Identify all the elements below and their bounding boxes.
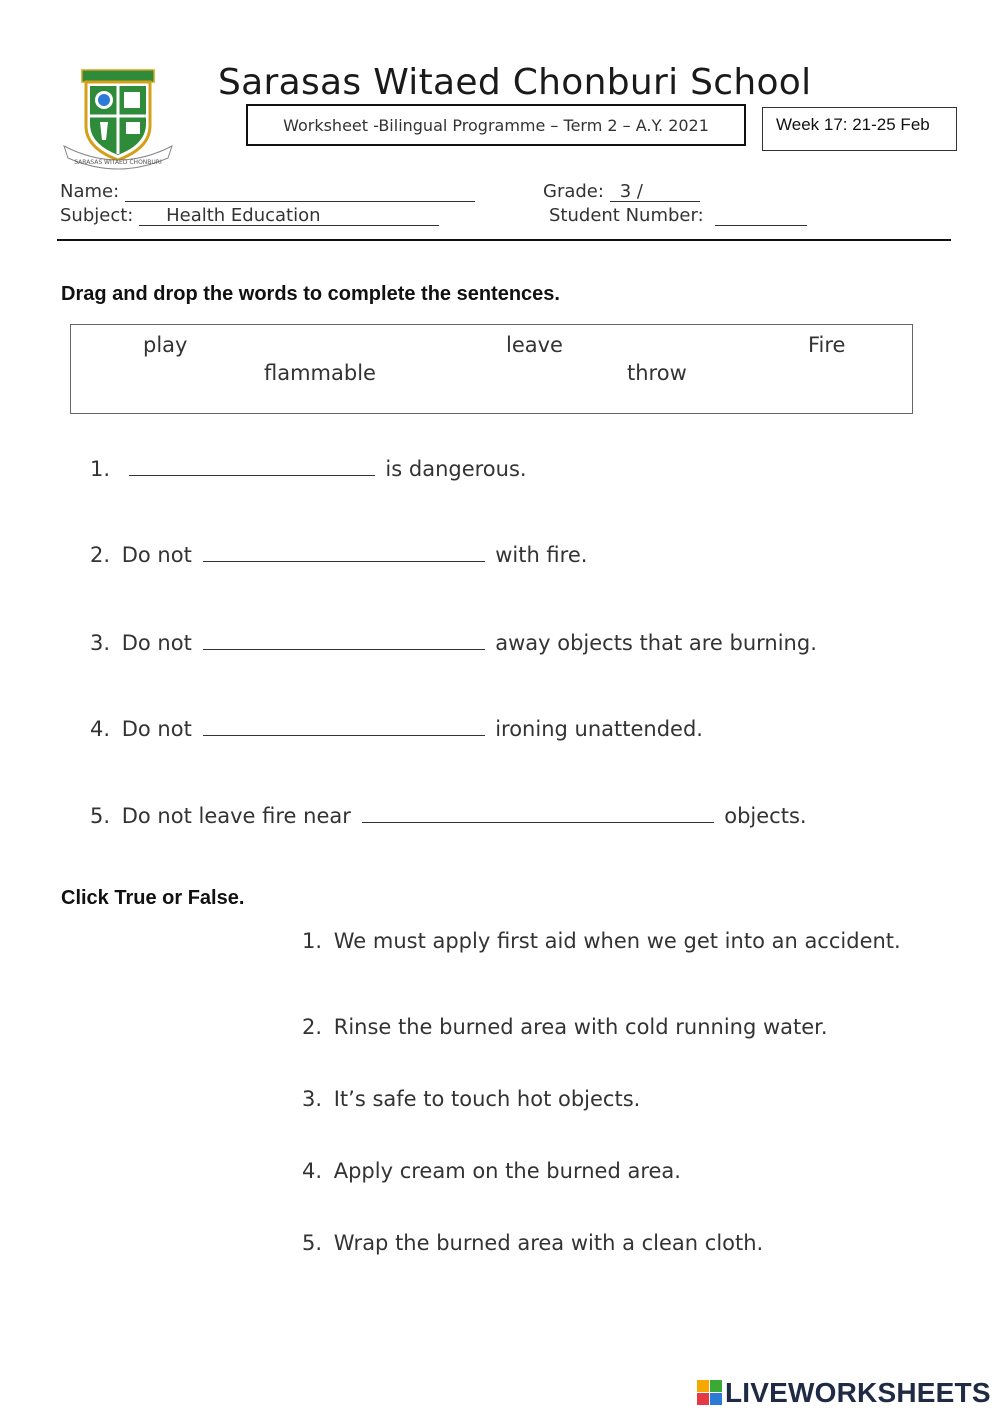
- tf-statement-4[interactable]: [302, 1159, 681, 1183]
- statement-text: Rinse the burned area with cold running water.: [333, 1015, 828, 1039]
- name-input-line[interactable]: [125, 181, 475, 202]
- question-number: 3.: [90, 631, 111, 655]
- grade-field: [543, 181, 700, 202]
- grade-value: 3 /: [619, 181, 643, 202]
- question-1: [90, 453, 527, 481]
- drop-zone-4[interactable]: [203, 713, 485, 736]
- section2-heading: Click True or False.: [61, 887, 245, 909]
- word-throw[interactable]: throw: [627, 361, 687, 385]
- drop-zone-3[interactable]: [203, 627, 485, 650]
- liveworksheets-brand: [697, 1376, 991, 1410]
- statement-number: 4.: [302, 1159, 323, 1183]
- drop-zone-2[interactable]: [203, 539, 485, 562]
- tf-statement-3[interactable]: [302, 1087, 640, 1111]
- statement-number: 1.: [302, 929, 323, 953]
- question-text-before: Do not: [121, 631, 192, 655]
- question-text-after: ironing unattended.: [495, 717, 703, 741]
- week-label-box: [762, 107, 957, 151]
- question-text-before: Do not: [121, 717, 192, 741]
- question-number: 5.: [90, 804, 111, 828]
- word-fire[interactable]: Fire: [808, 333, 846, 357]
- question-text-after: away objects that are burning.: [495, 631, 817, 655]
- liveworksheets-logo-icon: [697, 1380, 723, 1406]
- school-crest-icon: [56, 66, 180, 170]
- page-title: Sarasas Witaed Chonburi School: [218, 62, 812, 103]
- grade-input-line: [610, 181, 700, 202]
- drop-zone-1[interactable]: [129, 453, 375, 476]
- question-text-after: with fire.: [495, 543, 588, 567]
- name-label: Name:: [60, 181, 120, 202]
- question-3: [90, 627, 817, 655]
- school-logo: [56, 66, 180, 170]
- student-number-input-line[interactable]: [715, 205, 807, 226]
- tf-statement-5[interactable]: [302, 1231, 763, 1255]
- worksheet-label-box: [246, 104, 746, 146]
- question-text-after: objects.: [724, 804, 807, 828]
- section1-heading: Drag and drop the words to complete the sentences.: [61, 283, 560, 305]
- tf-statement-2[interactable]: [302, 1015, 828, 1039]
- question-text-before: Do not leave fire near: [121, 804, 351, 828]
- logo-text: SARASAS WITAED CHONBURI: [74, 159, 162, 166]
- student-number-label: Student Number:: [549, 205, 704, 226]
- name-field: [60, 181, 475, 202]
- statement-number: 3.: [302, 1087, 323, 1111]
- word-flammable[interactable]: flammable: [264, 361, 376, 385]
- grade-label: Grade:: [543, 181, 604, 202]
- subject-value: Health Education: [166, 205, 321, 226]
- worksheet-label: Worksheet -Bilingual Programme – Term 2 – A.Y. 2021: [283, 115, 709, 135]
- statement-number: 5.: [302, 1231, 323, 1255]
- word-play[interactable]: play: [143, 333, 188, 357]
- statement-number: 2.: [302, 1015, 323, 1039]
- word-leave[interactable]: leave: [506, 333, 563, 357]
- question-number: 4.: [90, 717, 111, 741]
- question-5: [90, 800, 807, 828]
- question-4: [90, 713, 703, 741]
- question-number: 2.: [90, 543, 111, 567]
- tf-statement-1[interactable]: [302, 929, 901, 953]
- statement-text: Apply cream on the burned area.: [333, 1159, 681, 1183]
- question-text-after: is dangerous.: [385, 457, 527, 481]
- subject-input-line: [139, 205, 439, 226]
- subject-label: Subject:: [60, 205, 134, 226]
- header-divider: [57, 239, 951, 241]
- word-bank: [70, 324, 913, 414]
- statement-text: Wrap the burned area with a clean cloth.: [333, 1231, 764, 1255]
- brand-text: LIVEWORKSHEETS: [725, 1377, 991, 1408]
- week-label: Week 17: 21-25 Feb: [776, 115, 930, 134]
- drop-zone-5[interactable]: [362, 800, 714, 823]
- question-number: 1.: [90, 457, 111, 481]
- subject-field: [60, 205, 439, 226]
- question-text-before: Do not: [121, 543, 192, 567]
- question-2: [90, 539, 587, 567]
- statement-text: It’s safe to touch hot objects.: [333, 1087, 641, 1111]
- student-number-field: [549, 205, 807, 226]
- statement-text: We must apply first aid when we get into an accident.: [333, 929, 901, 953]
